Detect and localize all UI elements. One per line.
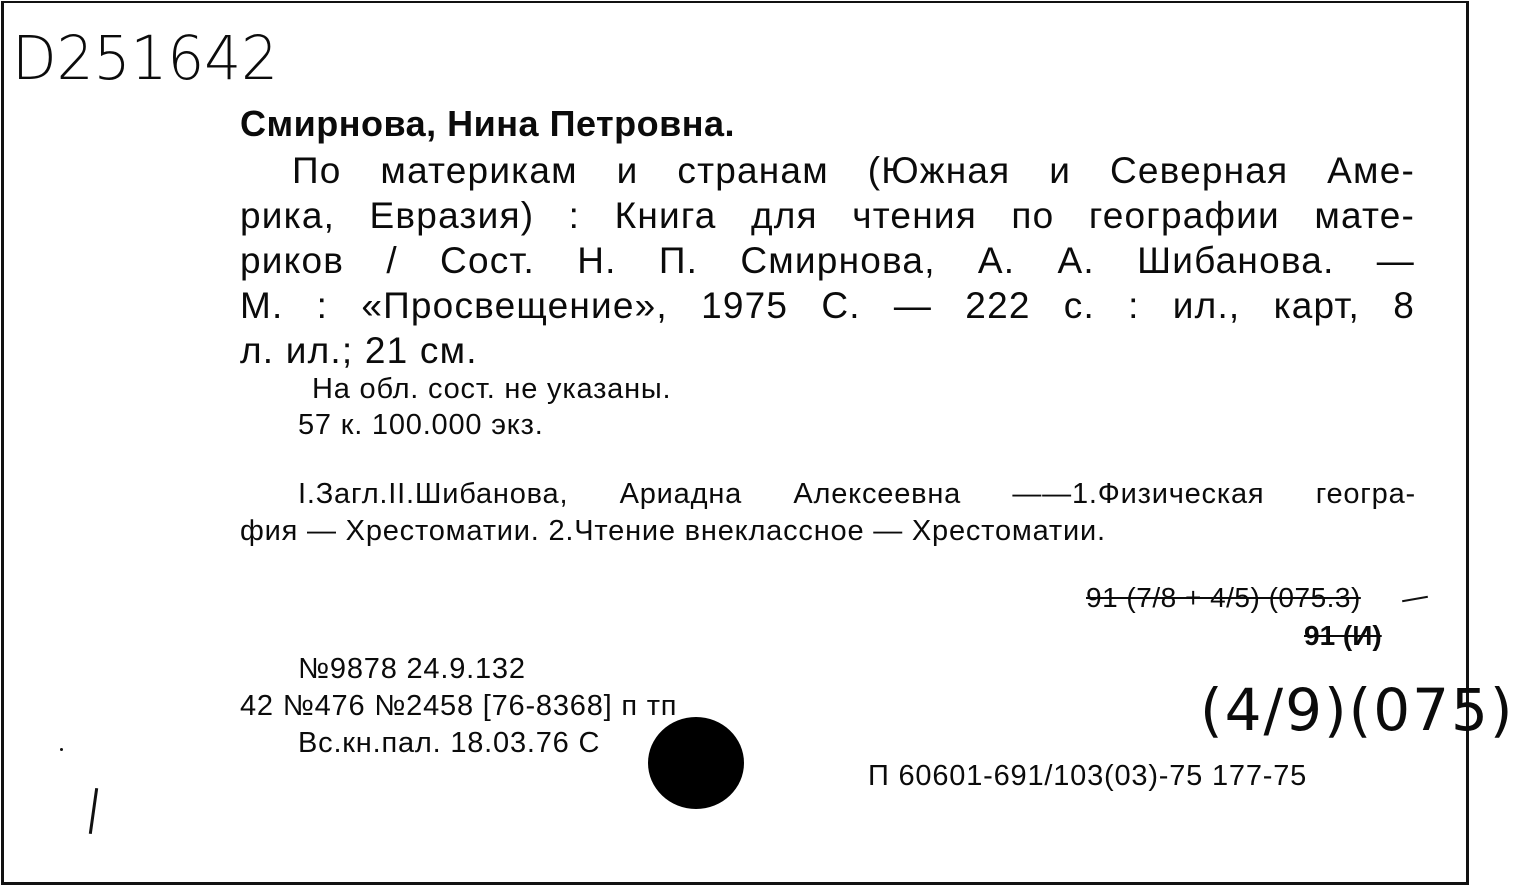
subject-line-2: фия — Хрестоматии. 2.Чтение внеклассное — Хрестоматии.: [240, 515, 1106, 547]
author-heading: Смирнова, Нина Петровна.: [240, 103, 735, 144]
registry-line-1: №9878 24.9.132: [298, 653, 526, 685]
description-line-3: риков / Сост. Н. П. Смирнова, А. А. Шибанова. —: [240, 240, 1415, 281]
classification-crossed: 91 (7/8 + 4/5) (075.3): [1086, 582, 1361, 613]
description-line-4: М. : «Просвещение», 1975 С. — 222 с. : ил., карт, 8: [240, 285, 1415, 326]
classification-crossed-2: 91 (И): [1304, 620, 1382, 651]
note-line-1: На обл. сост. не указаны.: [312, 373, 672, 405]
registry-line-3: Вс.кн.пал. 18.03.76 С: [298, 727, 601, 759]
description-line-1: По материкам и странам (Южная и Северная Аме-: [292, 150, 1415, 191]
inventory-number: D251642: [12, 22, 279, 94]
publication-number: П 60601-691/103(03)-75 177-75: [868, 760, 1308, 792]
dust-speck: [60, 748, 63, 751]
subject-line-1: I.Загл.II.Шибанова, Ариадна Алексеевна ——1.Физическая геогра-: [298, 478, 1416, 510]
note-line-2: 57 к. 100.000 экз.: [298, 409, 544, 441]
description-line-2: рика, Евразия) : Книга для чтения по географии мате-: [240, 195, 1415, 236]
registry-line-2: 42 №476 №2458 [76-8368] п тп: [240, 690, 678, 722]
handwritten-classification: (4/9)(075): [1200, 676, 1515, 744]
description-line-5: л. ил.; 21 см.: [240, 330, 478, 371]
punch-hole: [648, 717, 744, 809]
